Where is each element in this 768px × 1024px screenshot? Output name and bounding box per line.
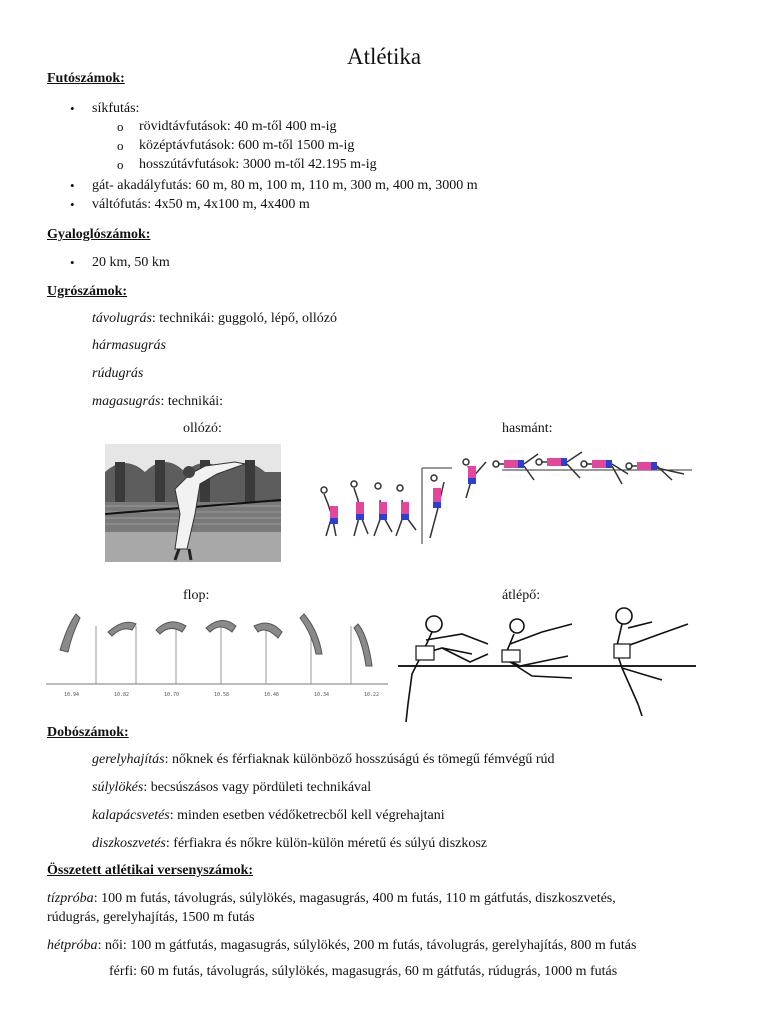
- shot-put-term: súlylökés: [92, 780, 144, 795]
- hammer-line: [92, 808, 445, 824]
- list-item-relay: • váltófutás: 4x50 m, 4x100 m, 4x400 m: [92, 197, 310, 213]
- flop-timestamp: 10.22: [364, 692, 380, 698]
- triple-jump-term: hármasugrás: [92, 338, 166, 353]
- walking-heading: Gyaloglószámok:: [47, 227, 151, 242]
- combined-heading: Összetett atlétikai versenyszámok:: [47, 863, 254, 878]
- javelin-line: [92, 752, 555, 768]
- high-jump-text: : technikái:: [160, 394, 224, 409]
- discus-line: [92, 836, 487, 852]
- javelin-text: : nőknek és férfiaknak különböző hosszúságú és tömegű fémvégű rúd: [164, 752, 555, 767]
- pole-vault-term: rúdugrás: [92, 366, 144, 381]
- roll-jump-sequence: [312, 444, 704, 562]
- flop-timestamp: 10.58: [214, 692, 230, 698]
- flop-timestamp: 10.70: [164, 692, 180, 698]
- high-jump-term: magasugrás: [92, 394, 161, 409]
- decathlon-text: : 100 m futás, távolugrás, súlylökés, magasugrás, 400 m futás, 110 m gátfutás, diszkoszvetés,: [93, 891, 616, 906]
- flop-jump-sequence: [46, 604, 388, 700]
- heptathlon-term: hétpróba: [47, 938, 98, 953]
- list-item-flat-running: • síkfutás:: [92, 101, 139, 117]
- discus-text: : férfiakra és nőkre külön-külön méretű és súlyú diszkosz: [165, 836, 488, 851]
- list-item-long-distance: o hosszútávfutások: 3000 m-től 42.195 m-ig: [139, 157, 377, 173]
- list-item-sprint: o rövidtávfutások: 40 m-től 400 m-ig: [139, 119, 337, 135]
- decathlon-line-1: [47, 891, 616, 907]
- long-jump-line: [92, 311, 337, 327]
- flop-timestamp: 10.94: [64, 692, 80, 698]
- running-heading: Futószámok:: [47, 71, 125, 86]
- heptathlon-women-line: [47, 938, 636, 954]
- throwing-heading: Dobószámok:: [47, 725, 129, 740]
- heptathlon-men-line: férfi: 60 m futás, távolugrás, súlylökés, magasugrás, 60 m gátfutás, rúdugrás, 1000 m futás: [109, 964, 618, 979]
- long-jump-text: : technikái: guggoló, lépő, ollózó: [151, 311, 337, 326]
- list-item-hurdles: • gát- akadályfutás: 60 m, 80 m, 100 m, 110 m, 300 m, 400 m, 3000 m: [92, 178, 478, 194]
- decathlon-line-2: rúdugrás, gerelyhajítás, 1500 m futás: [47, 910, 255, 925]
- flop-timestamp: 10.46: [264, 692, 280, 698]
- caption-flop: flop:: [183, 588, 210, 603]
- high-jump-line: [92, 394, 223, 410]
- list-item-walking: • 20 km, 50 km: [92, 255, 170, 271]
- hammer-text: : minden esetben védőketrecből kell végrehajtani: [169, 808, 445, 823]
- shot-put-text: : becsúszásos vagy pördületi technikával: [143, 780, 372, 795]
- long-jump-term: távolugrás: [92, 311, 152, 326]
- javelin-term: gerelyhajítás: [92, 752, 165, 767]
- caption-roll: hasmánt:: [502, 421, 553, 436]
- page-title: Atlétika: [346, 44, 422, 69]
- discus-term: diszkoszvetés: [92, 836, 166, 851]
- shot-put-line: [92, 780, 371, 796]
- straddle-jump-sequence: [392, 604, 704, 728]
- hammer-term: kalapácsvetés: [92, 808, 170, 823]
- flop-timestamp: 10.34: [314, 692, 330, 698]
- scissors-jump-photo: [105, 444, 281, 562]
- caption-scissors: ollózó:: [183, 421, 222, 436]
- flop-timestamp: 10.82: [114, 692, 130, 698]
- heptathlon-women-text: : női: 100 m gátfutás, magasugrás, súlylökés, 200 m futás, távolugrás, gerelyhajítás, 800 m futás: [97, 938, 637, 953]
- list-item-middle-distance: o középtávfutások: 600 m-től 1500 m-ig: [139, 138, 354, 154]
- decathlon-term: tízpróba: [47, 891, 94, 906]
- caption-straddle: átlépő:: [502, 588, 541, 603]
- jumping-heading: Ugrószámok:: [47, 284, 128, 299]
